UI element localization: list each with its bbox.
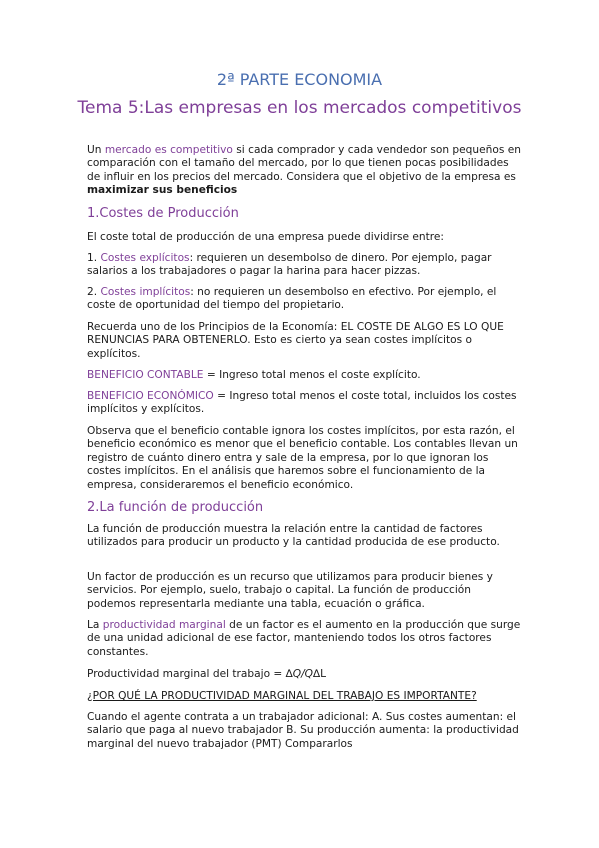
intro-emphasis: maximizar sus beneficios	[87, 184, 238, 197]
formula-a: Productividad marginal del trabajo =	[87, 668, 286, 680]
economico-term: BENEFICIO ECONÓMICO	[87, 390, 214, 402]
marginal-rest: de un factor es el aumento en la producción que surge de una unidad adicional de ese factor, manteniendo todos los otros factores constantes.	[87, 619, 521, 658]
funcion-paragraph: La función de producción muestra la relación entre la cantidad de factores utilizados para producir un producto y la cantidad producida de ese producto.	[87, 523, 500, 549]
economico-rest: = Ingreso total menos el coste total, incluidos los costes implícitos y explícitos.	[87, 390, 517, 416]
productividad-marginal-paragraph	[87, 619, 522, 659]
marginal-a: La	[87, 619, 103, 631]
pregunta-heading: ¿POR QUÉ LA PRODUCTIVIDAD MARGINAL DEL TRABAJO ES IMPORTANTE?	[87, 690, 477, 702]
section-heading-funcion: 2.La función de producción	[87, 500, 264, 515]
formula-b: ∆Q/Q	[285, 668, 314, 680]
factor-paragraph: Un factor de producción es un recurso que utilizamos para producir bienes y servicios. Por ejemplo, suelo, trabajo o capital. La función de producción podemos representarla mediante una tabla, ecuación o gráfica.	[87, 571, 493, 610]
marginal-term: productividad marginal	[102, 619, 226, 631]
intro-text-c: si cada comprador y cada vendedor son pequeños en comparación con el tamaño del mercado, por lo que tienen pocas posibilidades de influir en los precios del mercado. Considera que el objetivo de la empresa es	[87, 144, 521, 183]
recuerda-paragraph: Recuerda uno de los Principios de la Economía: EL COSTE DE ALGO ES LO QUE RENUNCIAS PARA OBTENERLO. Esto es cierto ya sean costes implícitos o explícitos.	[87, 321, 504, 360]
formula-line	[87, 668, 522, 681]
implicitos-term: Costes implícitos	[100, 286, 191, 298]
document-title: 2ª PARTE ECONOMIA	[216, 70, 383, 89]
formula-c: ∆L	[313, 668, 327, 680]
explicitos-num: 1.	[87, 252, 101, 264]
intro-term: mercado es competitivo	[104, 144, 233, 156]
explicitos-rest: : requieren un desembolso de dinero. Por ejemplo, pagar salarios a los trabajadores o pagar la harina para hacer pizzas.	[87, 252, 492, 278]
intro-paragraph	[87, 144, 522, 198]
intro-text-a: Un	[87, 144, 105, 156]
cuando-paragraph: Cuando el agente contrata a un trabajador adicional: A. Sus costes aumentan: el salario que paga al nuevo trabajador B. Su producción aumenta: la productividad marginal del nuevo trabajador (PMT) Compararlos	[87, 711, 519, 750]
implicitos-rest: : no requieren un desembolso en efectivo. Por ejemplo, el coste de oportunidad del tiempo del propietario.	[87, 286, 497, 312]
beneficio-contable-paragraph	[87, 369, 522, 382]
section-heading-costes: 1.Costes de Producción	[87, 206, 239, 221]
coste-total-paragraph: El coste total de producción de una empresa puede dividirse entre:	[87, 231, 444, 243]
contable-term: BENEFICIO CONTABLE	[87, 369, 204, 381]
costes-explicitos-paragraph	[87, 252, 522, 279]
explicitos-term: Costes explícitos	[100, 252, 190, 264]
implicitos-num: 2.	[87, 286, 101, 298]
beneficio-economico-paragraph	[87, 390, 522, 417]
observa-paragraph: Observa que el beneficio contable ignora los costes implícitos, por esta razón, el beneficio económico es menor que el beneficio contable. Los contables llevan un registro de cuánto dinero entra y sale de la empresa, por lo que ignoran los costes implícitos. En el análisis que haremos sobre el funcionamiento de la empresa, consideraremos el beneficio económico.	[87, 425, 518, 491]
costes-implicitos-paragraph	[87, 286, 522, 313]
document-subtitle: Tema 5:Las empresas en los mercados competitivos	[77, 98, 522, 118]
contable-rest: = Ingreso total menos el coste explícito.	[203, 369, 421, 381]
